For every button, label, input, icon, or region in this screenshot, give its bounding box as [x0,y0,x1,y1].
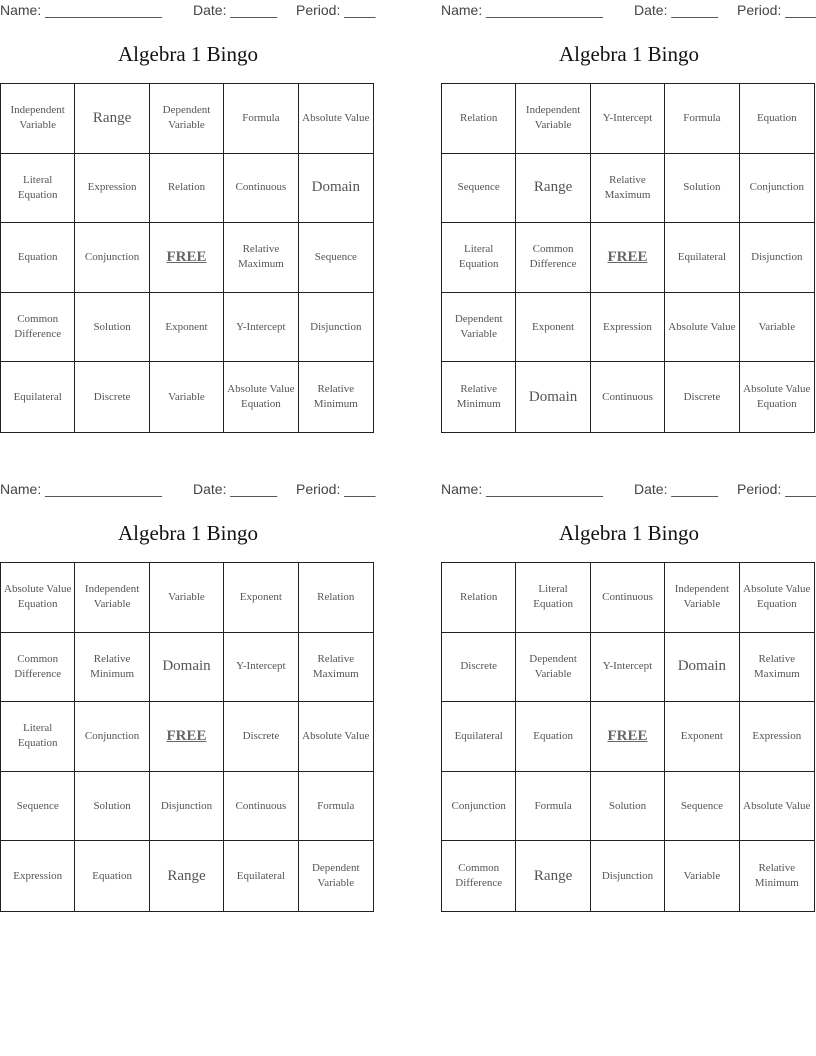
bingo-cell: Relative Maximum [591,154,665,224]
bingo-cell: Relative Minimum [75,633,149,703]
bingo-cell: Literal Equation [1,154,75,224]
bingo-cell: Solution [665,154,739,224]
bingo-grid [441,83,815,433]
bingo-cell: Absolute Value [299,84,373,154]
bingo-cell: Relative Minimum [754,862,799,890]
bingo-cell: Formula [299,772,373,842]
card-title: Algebra 1 Bingo [559,42,699,66]
bingo-grid [441,562,815,912]
free-space-cell: FREE [150,223,224,293]
name-field-label: Name: _______________ [441,2,603,18]
card-title: Algebra 1 Bingo [118,42,258,66]
bingo-cell: Y-Intercept [591,633,665,703]
bingo-cell: Sequence [665,772,739,842]
free-space-cell: FREE [591,223,665,293]
bingo-cell: Continuous [591,563,665,633]
bingo-cell: Expression [75,154,149,224]
bingo-cell: Equation [75,841,149,911]
bingo-cell: Relative Maximum [740,633,814,703]
bingo-cell: Domain [150,633,224,703]
bingo-cell: Domain [665,633,739,703]
bingo-cell: Range [75,84,149,154]
bingo-cell: Dependent Variable [150,84,224,154]
bingo-cell: Independent Variable [665,563,739,633]
bingo-cell: Equilateral [1,362,75,432]
bingo-cell: Sequence [299,223,373,293]
bingo-cell: Variable [150,362,224,432]
bingo-cell: Independent Variable [516,84,590,154]
bingo-cell: Conjunction [75,223,149,293]
bingo-cell: Dependent Variable [442,293,516,363]
bingo-cell: Equilateral [442,702,516,772]
bingo-cell: Range [516,154,590,224]
period-field-label: Period: ____ [296,2,376,18]
date-field-label: Date: ______ [634,481,719,497]
card-header [441,2,816,20]
bingo-cell: Formula [516,772,590,842]
free-space-cell: FREE [591,702,665,772]
bingo-cell: Dependent Variable [516,633,590,703]
bingo-cell: Discrete [75,362,149,432]
bingo-cell: Relative Maximum [299,633,373,703]
bingo-cell: Disjunction [299,293,373,363]
bingo-cell: Absolute Value [299,702,373,772]
bingo-cell: Conjunction [442,772,516,842]
bingo-cell: Dependent Variable [311,862,360,890]
date-field-label: Date: ______ [193,2,278,18]
bingo-cell: Continuous [224,154,298,224]
bingo-cell: Equation [1,223,75,293]
bingo-cell: Solution [591,772,665,842]
period-field-label: Period: ____ [737,2,816,18]
bingo-card-4 [441,479,816,919]
bingo-cell: Solution [75,772,149,842]
bingo-cell: Independent Variable [75,563,149,633]
name-field-label: Name: _______________ [0,481,162,497]
card-header [0,481,380,499]
bingo-cell: Relative Minimum [442,362,516,432]
bingo-cell: Literal Equation [1,702,75,772]
bingo-cell: Common Difference [1,633,75,703]
name-field-label: Name: _______________ [441,481,603,497]
bingo-cell: Exponent [665,702,739,772]
bingo-cell: Common Difference [1,293,75,363]
bingo-cell: Equilateral [665,223,739,293]
card-header [441,481,816,499]
bingo-cell: Disjunction [740,223,814,293]
bingo-cell: Solution [75,293,149,363]
bingo-cell: Sequence [1,772,75,842]
bingo-cell: Absolute Value Equation [743,383,811,411]
period-field-label: Period: ____ [737,481,816,497]
bingo-cell: Absolute Value Equation [1,563,75,633]
bingo-cell: Sequence [442,154,516,224]
bingo-cell: Discrete [224,702,298,772]
bingo-cell: Exponent [224,563,298,633]
bingo-cell: Conjunction [75,702,149,772]
bingo-cell: Exponent [150,293,224,363]
bingo-grid [0,83,374,433]
bingo-cell: Variable [150,563,224,633]
bingo-cell: Literal Equation [442,223,516,293]
bingo-cell: Absolute Value [740,772,814,842]
free-space-cell: FREE [150,702,224,772]
bingo-cell: Relation [299,563,373,633]
bingo-cell: Disjunction [150,772,224,842]
bingo-cell: Domain [516,362,590,432]
bingo-card-1 [0,0,376,440]
bingo-cell: Discrete [665,362,739,432]
bingo-cell: Discrete [442,633,516,703]
bingo-cell: Equilateral [224,841,298,911]
bingo-cell: Conjunction [740,154,814,224]
bingo-cell: Equation [516,702,590,772]
card-title: Algebra 1 Bingo [118,521,258,545]
bingo-cell: Variable [740,293,814,363]
bingo-cell: Y-Intercept [224,293,298,363]
bingo-cell: Y-Intercept [591,84,665,154]
bingo-cell: Absolute Value [665,293,739,363]
bingo-cell: Y-Intercept [224,633,298,703]
bingo-cell: Independent Variable [1,84,75,154]
date-field-label: Date: ______ [193,481,278,497]
bingo-cell: Relative Minimum [313,383,358,411]
bingo-cell: Equation [740,84,814,154]
bingo-cell: Range [516,841,590,911]
bingo-grid [0,562,374,912]
card-title: Algebra 1 Bingo [559,521,699,545]
bingo-cell: Relative Maximum [224,223,298,293]
period-field-label: Period: ____ [296,481,376,497]
date-field-label: Date: ______ [634,2,719,18]
bingo-cell: Relation [150,154,224,224]
bingo-cell: Domain [299,154,373,224]
bingo-cell: Expression [740,702,814,772]
bingo-cell: Formula [665,84,739,154]
bingo-cell: Expression [1,841,75,911]
bingo-cell: Relation [442,84,516,154]
bingo-cell: Variable [665,841,739,911]
name-field-label: Name: _______________ [0,2,162,18]
bingo-card-3 [0,479,376,919]
bingo-cell: Common Difference [442,841,516,911]
bingo-cell: Formula [224,84,298,154]
bingo-cell: Absolute Value Equation [740,563,814,633]
bingo-card-2 [441,0,816,440]
bingo-cell: Disjunction [591,841,665,911]
bingo-cell: Continuous [224,772,298,842]
bingo-cell: Common Difference [516,223,590,293]
bingo-cell: Continuous [591,362,665,432]
bingo-cell: Expression [591,293,665,363]
card-header [0,2,380,20]
bingo-cell: Range [150,841,224,911]
bingo-cell: Relation [442,563,516,633]
bingo-cell: Literal Equation [516,563,590,633]
bingo-cell: Absolute Value Equation [224,362,298,432]
bingo-cell: Exponent [516,293,590,363]
